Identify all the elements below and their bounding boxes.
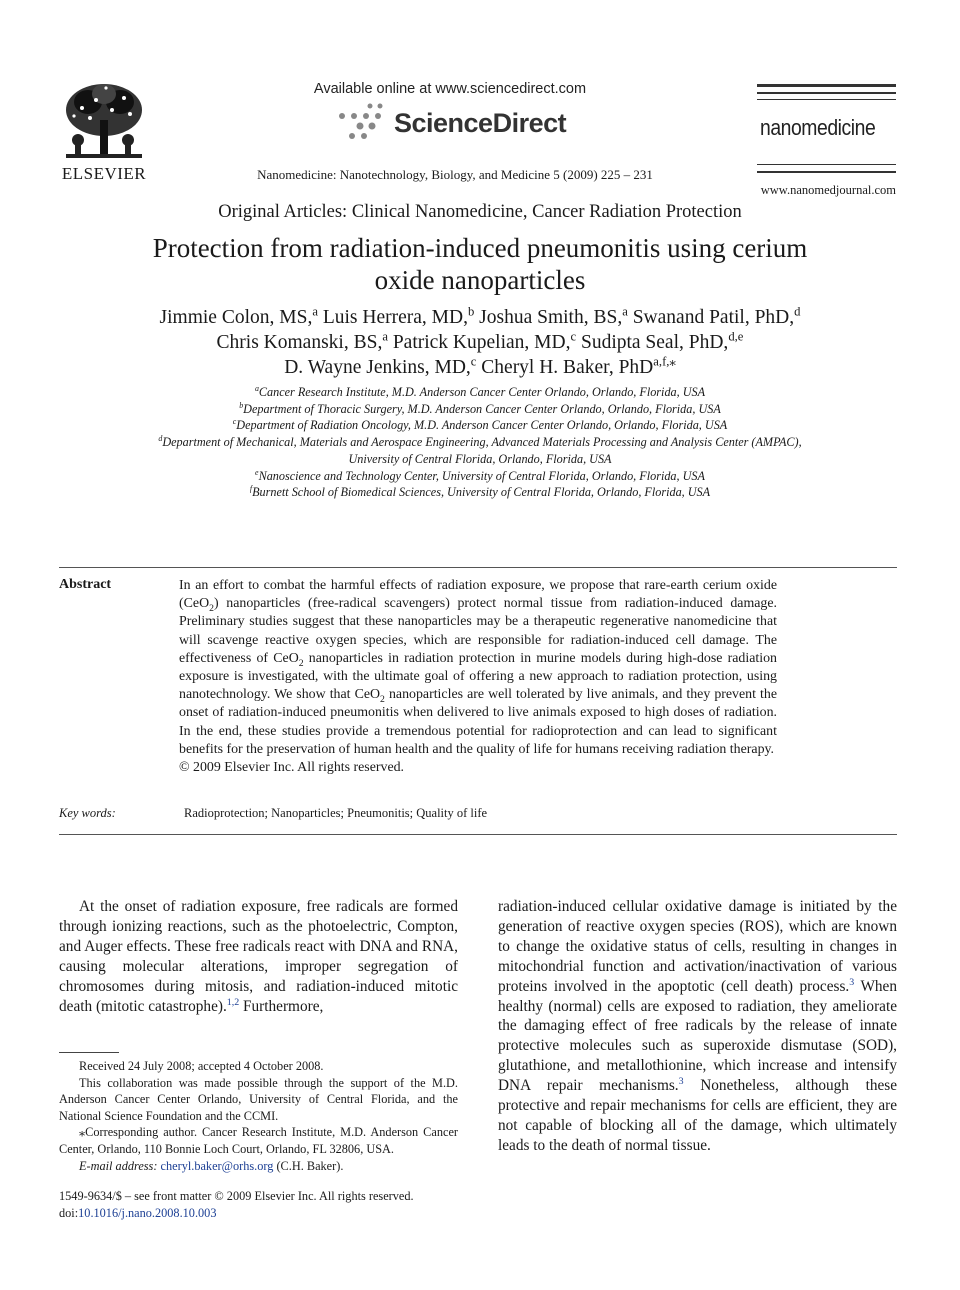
reference-link[interactable]: 1,2	[226, 996, 240, 1008]
author: Sudipta Seal, PhD,	[580, 332, 729, 353]
header-rule-5	[757, 171, 896, 173]
affiliation: $^f$Burnett School of Biomedical Sciences, University of Central Florida, Orlando, Florida, USA	[249, 484, 711, 500]
nanomedicine-journal-logo: nanomedicine	[760, 115, 876, 140]
author: Swanand Patil, PhD,	[632, 307, 795, 328]
email-link[interactable]: cheryl.baker@orhs.org	[160, 1158, 274, 1173]
author-aff: b	[467, 304, 475, 319]
doi-line: doi:10.1016/j.nano.2008.10.003	[59, 1206, 217, 1220]
abstract-copyright: © 2009 Elsevier Inc. All rights reserved.	[179, 760, 405, 776]
keywords-value: Radioprotection; Nanoparticles; Pneumonitis; Quality of life	[184, 806, 488, 820]
footnote-rule	[59, 1052, 119, 1053]
affiliation: $^d$Department of Mechanical, Materials and Aerospace Engineering, Advanced Materials Processing and Analysis Center (AMPAC),	[158, 434, 802, 450]
header-rule-3	[757, 99, 896, 100]
affiliation-key: d	[158, 434, 163, 444]
author-aff: a	[622, 304, 628, 319]
received-note: Received 24 July 2008; accepted 4 October 2008.	[79, 1059, 324, 1073]
author: D. Wayne Jenkins, MD,	[284, 357, 471, 378]
reference-link[interactable]: 3	[678, 1076, 684, 1088]
available-online-text: Available online at www.sciencedirect.com	[313, 81, 587, 97]
sciencedirect-wordmark: ScienceDirect	[394, 108, 567, 138]
header-rule-4	[757, 164, 896, 165]
author-line-2	[60, 330, 900, 355]
author: Jimmie Colon, MS,	[159, 307, 313, 328]
affiliation-key: a	[254, 383, 259, 393]
abstract-top-rule	[59, 567, 897, 568]
author-aff: a	[382, 329, 388, 344]
affiliation: $^c$Department of Radiation Oncology, M.D. Anderson Cancer Center Orlando, Orlando, Florida, USA	[232, 417, 728, 433]
author-aff: d	[794, 304, 801, 319]
affiliation: $^e$Nanoscience and Technology Center, University of Central Florida, Orlando, Florida, USA	[255, 467, 705, 483]
abstract-label: Abstract	[59, 577, 112, 592]
corresponding-note: ⁎Corresponding author. Cancer Research Institute, M.D. Anderson Cancer Center, Orlando, 110 Bonnie Loch Court, Orlando, FL 32806, USA.	[59, 1125, 458, 1156]
collaboration-note: This collaboration was made possible through the support of the M.D. Anderson Cancer Center Orlando, University of Central Florida, and the National Science Foundation and the CCMI.	[59, 1075, 458, 1123]
footnotes	[59, 1058, 458, 1174]
elsevier-tree-icon	[58, 80, 150, 166]
journal-citation: Nanomedicine: Nanotechnology, Biology, and Medicine 5 (2009) 225 – 231	[257, 167, 653, 182]
body-left-column: At the onset of radiation exposure, free radicals are formed through ionizing reactions, such as the photoelectric, Compton, and Auger effects. These free radicals react with DNA and RNA, causing molecular alterations, improper segregation of chromosomes during mitosis, and radiation-induced mitotic death (mitotic catastrophe).$^{1,2}$ Furthermore,	[59, 898, 458, 1015]
author-aff: d,e	[728, 329, 744, 344]
header-rule-2	[757, 92, 896, 94]
affiliation: University of Central Florida, Orlando, Florida, USA	[348, 451, 612, 466]
article-title	[80, 232, 880, 296]
affiliation-key: b	[239, 400, 244, 410]
journal-url[interactable]: www.nanomedjournal.com	[760, 183, 896, 197]
author-line-1	[60, 305, 900, 330]
reference-link[interactable]: 3	[849, 976, 855, 988]
abstract-text: In an effort to combat the harmful effects of radiation exposure, we propose that rare-earth cerium oxide (CeO$_2$) nanoparticles (free-radical scavengers) protect normal tissue from radiation-induced damage. Preliminary studies suggest that these nanoparticles may be a therapeutic regenerative nanomedicine that will scavenge reactive oxygen species, which are responsible for radiation-induced cell damage. The effectiveness of CeO$_2$ nanoparticles in radiation protection in murine models during high-dose radiation exposure is investigated, with the ultimate goal of offering a new approach to radiation protection, using nanotechnology. We show that CeO$_2$ nanoparticles are well tolerated by live animals, and they prevent the onset of radiation-induced pneumonitis when delivered to live animals exposed to high doses of radiation. In the end, these studies provide a tremendous potential for radioprotection and can lead to significant benefits for the preservation of human health and the quality of life for humans receiving radiation therapy. © 2009 Elsevier Inc. All rights reserved.	[179, 577, 777, 777]
author: Joshua Smith, BS,	[479, 307, 623, 328]
issn-line: 1549-9634/$ – see front matter © 2009 Elsevier Inc. All rights reserved.	[59, 1189, 414, 1203]
doi-link[interactable]: 10.1016/j.nano.2008.10.003	[78, 1206, 217, 1220]
author-list	[60, 305, 900, 380]
author-aff: a,f,⁎	[653, 354, 676, 369]
author-line-3	[60, 355, 900, 380]
email-note: E-mail address: cheryl.baker@orhs.org (C.H. Baker).	[79, 1158, 344, 1173]
affiliation: $^b$Department of Thoracic Surgery, M.D. Anderson Cancer Center Orlando, Orlando, Florida, USA	[239, 400, 721, 416]
body-right-column: radiation-induced cellular oxidative damage is initiated by the generation of reactive oxygen species (ROS), which are known to change the oxidative status of cells, resulting in changes in mitochondrial function and activation/inactivation of various proteins involved in the apoptotic (cell death) process.$^3$ When healthy (normal) cells are exposed to radiation, they ameliorate the damaging effect of free radicals by the release of innate protective molecules such as superoxide dismutase (SOD), glutathione, and metallothionine, which increase and intensify DNA repair mechanisms.$^3$ Nonetheless, although these protective and repair mechanisms for cells are efficient, they are not capable of blocking all of the damage, which ultimately leads to the death of normal tissue.	[498, 898, 897, 1154]
elsevier-logo	[58, 80, 150, 184]
author: Chris Komanski, BS,	[216, 332, 383, 353]
article-section: Original Articles: Clinical Nanomedicine, Cancer Radiation Protection	[218, 202, 742, 222]
author-aff: c	[570, 329, 577, 344]
affiliation-key: c	[232, 417, 237, 427]
publisher-name: ELSEVIER	[61, 164, 147, 183]
abstract-bottom-rule	[59, 834, 897, 835]
title-line-1: Protection from radiation-induced pneumonitis using cerium	[152, 233, 808, 263]
author: Cheryl H. Baker, PhD	[481, 357, 654, 378]
keywords-label: Key words:	[59, 806, 116, 820]
sciencedirect-logo	[334, 102, 574, 146]
affiliations	[80, 384, 880, 501]
author: Patrick Kupelian, MD,	[392, 332, 571, 353]
author-aff: a	[312, 304, 318, 319]
author-aff: c	[470, 354, 477, 369]
affiliation: $^a$Cancer Research Institute, M.D. Anderson Cancer Center Orlando, Orlando, Florida, USA	[254, 383, 706, 399]
header-rule-1	[757, 84, 896, 87]
affiliation-key: e	[255, 467, 259, 477]
affiliation-key: f	[249, 484, 253, 494]
sciencedirect-dots-icon	[334, 102, 390, 142]
title-line-2: oxide nanoparticles	[374, 265, 586, 295]
author: Luis Herrera, MD,	[322, 307, 468, 328]
